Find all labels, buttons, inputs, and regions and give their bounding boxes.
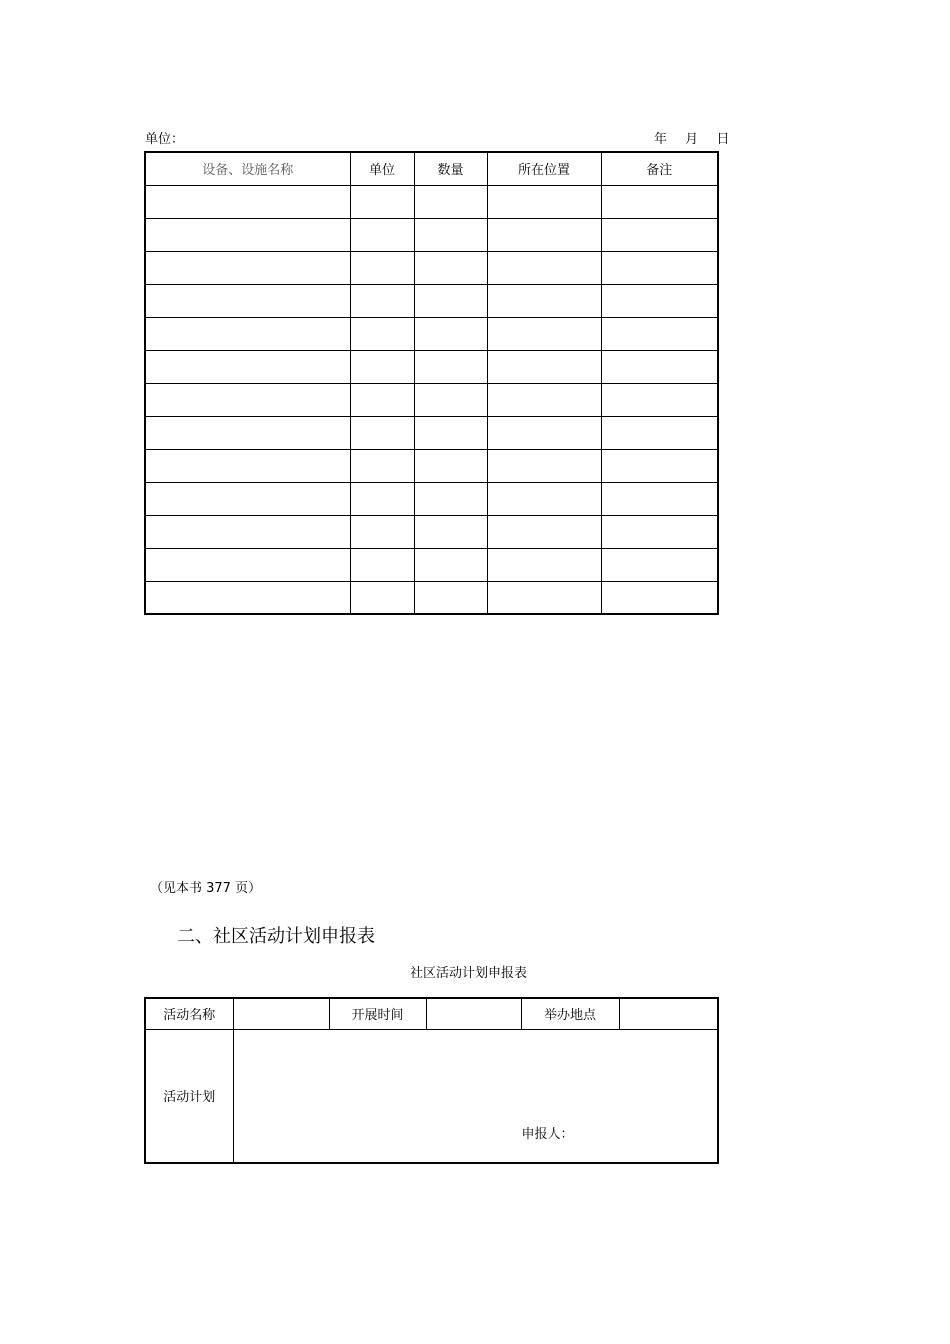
table-cell[interactable] — [414, 350, 487, 383]
table-row — [145, 317, 718, 350]
equipment-table — [144, 151, 719, 615]
table-cell[interactable] — [145, 416, 350, 449]
activity-form-table — [144, 997, 719, 1164]
table-cell[interactable] — [350, 515, 414, 548]
table-cell[interactable] — [145, 515, 350, 548]
column-header-unit: 单位 — [350, 152, 414, 185]
table-cell[interactable] — [601, 350, 718, 383]
table-cell[interactable] — [601, 218, 718, 251]
activity-place-cell[interactable] — [619, 998, 718, 1029]
table-row — [145, 515, 718, 548]
table-cell[interactable] — [145, 581, 350, 614]
table-cell[interactable] — [601, 185, 718, 218]
table-cell[interactable] — [414, 251, 487, 284]
column-header-quantity: 数量 — [414, 152, 487, 185]
date-day: 日 — [716, 132, 730, 147]
table-cell[interactable] — [350, 350, 414, 383]
date-label — [654, 128, 729, 147]
table-cell[interactable] — [145, 548, 350, 581]
table-cell[interactable] — [414, 185, 487, 218]
table-cell[interactable] — [350, 482, 414, 515]
table-cell[interactable] — [350, 284, 414, 317]
activity-time-cell[interactable] — [426, 998, 521, 1029]
activity-name-label: 活动名称 — [145, 998, 233, 1029]
table-cell[interactable] — [414, 482, 487, 515]
table-cell[interactable] — [414, 449, 487, 482]
column-header-location: 所在位置 — [487, 152, 601, 185]
applicant-label: 申报人： — [521, 1127, 574, 1142]
table-row — [145, 284, 718, 317]
table-cell[interactable] — [487, 350, 601, 383]
table-cell[interactable] — [601, 581, 718, 614]
table-cell[interactable] — [414, 218, 487, 251]
table-cell[interactable] — [601, 284, 718, 317]
table-cell[interactable] — [487, 548, 601, 581]
table-cell[interactable] — [414, 383, 487, 416]
unit-label: 单位： — [145, 132, 185, 147]
table-cell[interactable] — [145, 449, 350, 482]
table-row — [145, 449, 718, 482]
table-cell[interactable] — [601, 383, 718, 416]
table-row — [145, 218, 718, 251]
table-cell[interactable] — [487, 317, 601, 350]
table-cell[interactable] — [487, 515, 601, 548]
table-cell[interactable] — [350, 218, 414, 251]
table-cell[interactable] — [350, 548, 414, 581]
table-cell[interactable] — [350, 251, 414, 284]
table-cell[interactable] — [487, 218, 601, 251]
table-cell[interactable] — [414, 317, 487, 350]
table-cell[interactable] — [601, 515, 718, 548]
table-cell[interactable] — [414, 581, 487, 614]
table-cell[interactable] — [487, 482, 601, 515]
table-row — [145, 251, 718, 284]
table-cell[interactable] — [487, 449, 601, 482]
column-header-name: 设备、设施名称 — [145, 152, 350, 185]
table-row — [145, 548, 718, 581]
activity-plan-label: 活动计划 — [145, 1029, 233, 1163]
table-cell[interactable] — [601, 482, 718, 515]
table-cell[interactable] — [350, 449, 414, 482]
table-cell[interactable] — [145, 350, 350, 383]
table-cell[interactable] — [350, 317, 414, 350]
table-cell[interactable] — [145, 317, 350, 350]
table-cell[interactable] — [414, 284, 487, 317]
table-cell[interactable] — [350, 185, 414, 218]
table-cell[interactable] — [145, 251, 350, 284]
table-cell[interactable] — [145, 482, 350, 515]
reference-note: （见本书 377 页） — [150, 881, 262, 896]
table-cell[interactable] — [601, 251, 718, 284]
form-title: 社区活动计划申报表 — [410, 966, 528, 981]
date-year: 年 — [654, 132, 668, 147]
activity-time-label: 开展时间 — [329, 998, 426, 1029]
table-cell[interactable] — [145, 218, 350, 251]
table-cell[interactable] — [487, 251, 601, 284]
table-cell[interactable] — [414, 515, 487, 548]
table-cell[interactable] — [487, 581, 601, 614]
section-title: 二、社区活动计划申报表 — [177, 926, 375, 947]
table-row — [145, 581, 718, 614]
table-row — [145, 383, 718, 416]
table-cell[interactable] — [414, 548, 487, 581]
table-row — [145, 350, 718, 383]
activity-name-cell[interactable] — [233, 998, 329, 1029]
activity-plan-row — [145, 1029, 718, 1163]
activity-info-row — [145, 998, 718, 1029]
table-cell[interactable] — [145, 185, 350, 218]
table-cell[interactable] — [350, 416, 414, 449]
table-row — [145, 185, 718, 218]
table-cell[interactable] — [487, 416, 601, 449]
table-cell[interactable] — [487, 383, 601, 416]
table-cell[interactable] — [487, 284, 601, 317]
table-row — [145, 482, 718, 515]
table-row — [145, 416, 718, 449]
table-cell[interactable] — [350, 383, 414, 416]
table-cell[interactable] — [601, 449, 718, 482]
equipment-header-row — [145, 152, 718, 185]
activity-plan-cell[interactable] — [233, 1029, 718, 1163]
table-cell[interactable] — [414, 416, 487, 449]
table-cell[interactable] — [601, 416, 718, 449]
table-cell[interactable] — [145, 284, 350, 317]
table-cell[interactable] — [601, 317, 718, 350]
date-month: 月 — [685, 132, 699, 147]
table-cell[interactable] — [145, 383, 350, 416]
table-cell[interactable] — [601, 548, 718, 581]
table-cell[interactable] — [350, 581, 414, 614]
table-cell[interactable] — [487, 185, 601, 218]
column-header-remarks: 备注 — [601, 152, 718, 185]
activity-place-label: 举办地点 — [521, 998, 619, 1029]
